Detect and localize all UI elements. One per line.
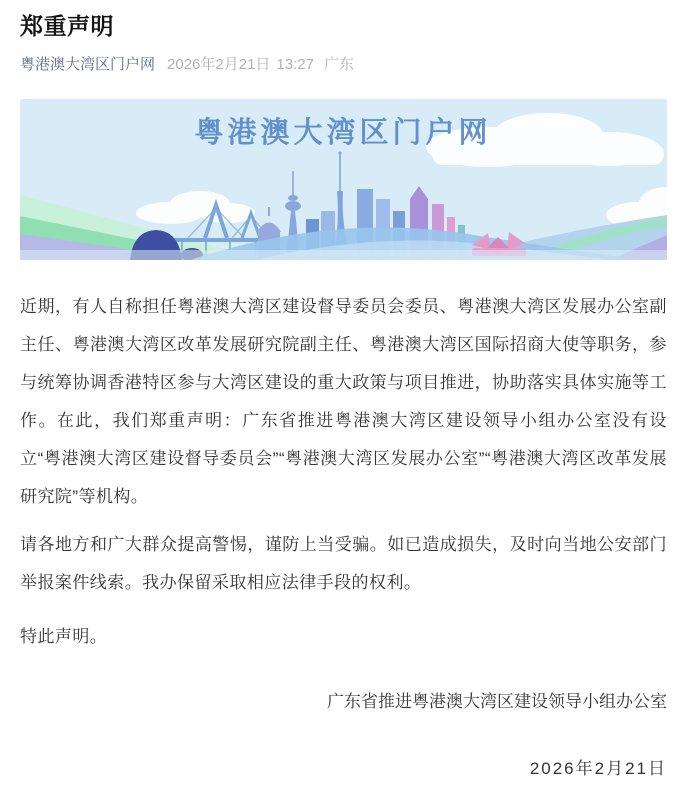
banner-image[interactable] — [20, 99, 667, 260]
greater-bay-area-illustration — [20, 99, 667, 260]
mist-overlay — [20, 250, 667, 260]
banner-title-text: 粤港澳大湾区门户网 — [194, 117, 492, 149]
article-meta — [20, 54, 667, 75]
article-paragraph: 请各地方和广大群众提高警惕，谨防上当受骗。如已造成损失，及时向当地公安部门举报案件线索。我办保留采取相应法律手段的权利。 — [20, 535, 667, 592]
source-link[interactable]: 粤港澳大湾区门户网 — [20, 56, 156, 73]
publish-time: 13:27 — [276, 56, 314, 73]
article-paragraph: 特此声明。 — [20, 627, 108, 646]
publish-date: 2026年2月21日 — [167, 56, 271, 73]
article-body — [20, 288, 667, 656]
signature-line: 广东省推进粤港澳大湾区建设领导小组办公室 — [327, 692, 667, 711]
publish-location: 广东 — [323, 56, 354, 73]
article-paragraph: 近期，有人自称担任粤港澳大湾区建设督导委员会委员、粤港澳大湾区发展办公室副主任、粤港澳大湾区改革发展研究院副主任、粤港澳大湾区国际招商大使等职务，参与统筹协调香港特区参与大湾区建设的重大政策与项目推进，协助落实具体实施等工作。在此，我们郑重声明：广东省推进粤港澳大湾区建设领导小组办公室没有设立“粤港澳大湾区建设督导委员会”“粤港澳大湾区发展办公室”“粤港澳大湾区改革发展研究院”等机构。 — [20, 297, 667, 506]
page-title: 郑重声明 — [20, 13, 114, 39]
date-line: 2026年2月21日 — [529, 759, 667, 778]
